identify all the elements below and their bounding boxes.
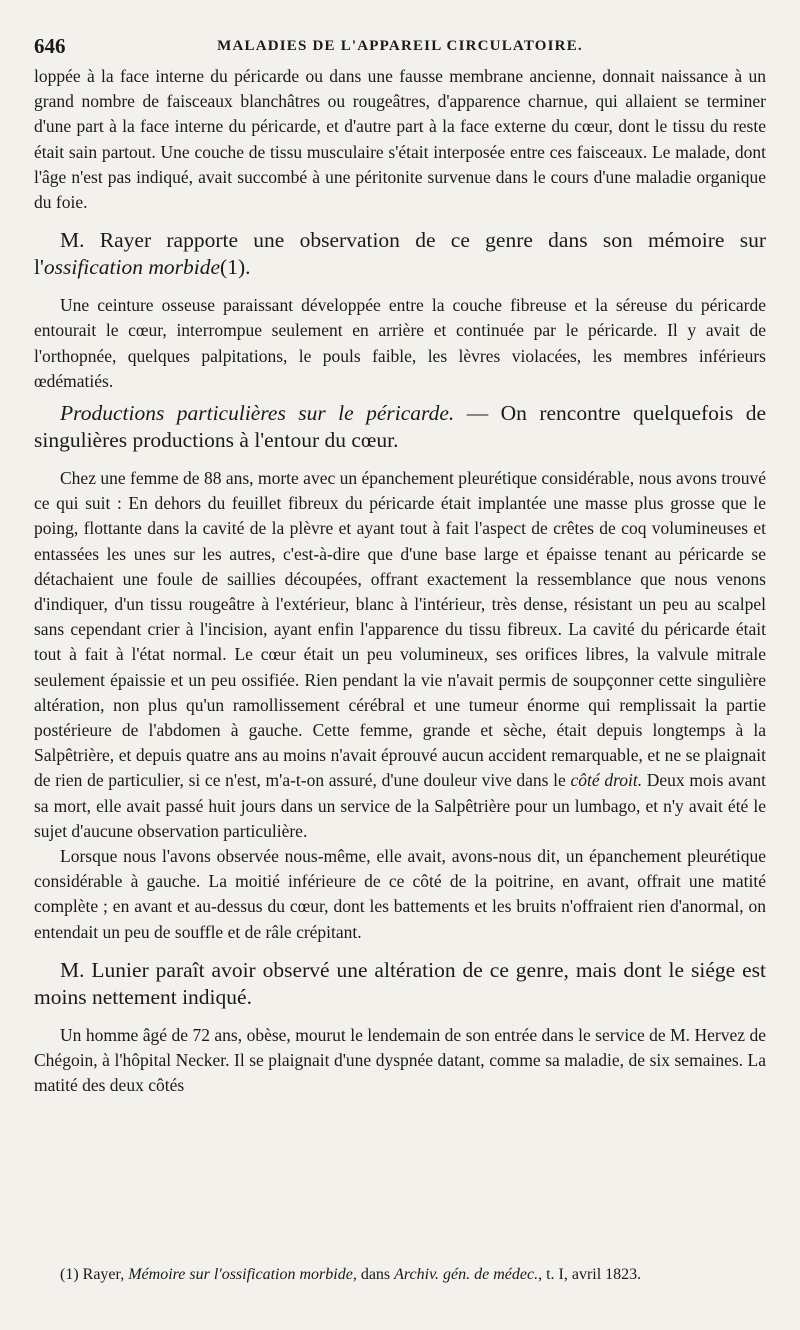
footnote-title: Mémoire sur l'ossification morbide (128, 1266, 353, 1283)
footnote-journal: Archiv. gén. de médec. (394, 1266, 539, 1283)
page-header (34, 34, 766, 64)
paragraph-observation (34, 466, 766, 844)
text-run: , dans (352, 1266, 395, 1283)
text-run: (1) Rayer, (60, 1266, 129, 1283)
paragraph-lunier: M. Lunier paraît avoir observé une altération de ce genre, mais dont le siége est moins nettement indiqué. (34, 957, 766, 1009)
running-head: MALADIES DE L'APPAREIL CIRCULATOIRE. (217, 38, 583, 54)
paragraph-continuation: loppée à la face interne du péricarde ou dans une fausse membrane ancienne, donnait naissance à un grand nombre de faisceaux blanchâtres ou rougeâtres, d'apparence charnue, qui allaient se terminer d'une part à la face interne du péricarde, et d'autre part à la face externe du cœur, dont le tissu du reste était sain partout. Une couche de tissu musculaire s'était interposée entre ces faisceaux. Le malade, dont l'âge n'est pas indiqué, avait succombé à une péritonite survenue dans le cours d'une maladie organique du foie. (34, 66, 766, 213)
emphasis-cote-droit: côté droit. (570, 770, 643, 791)
body-text (34, 64, 766, 1099)
footnote-reference: (1). (220, 255, 251, 280)
text-run: Chez une femme de 88 ans, morte avec un épanchement pleurétique considérable, nous avons trouvé ce qui suit : En dehors du feuillet fibreux du péricarde était implantée une masse plus grosse que le poing, flottante dans la cavité de la plèvre et ayant tout à fait l'aspect de crêtes de coq volumineuses et entassées les unes sur les autres, c'est-à-dire que d'une base large et épaisse tenant au péricarde se détachaient une foule de saillies découpées, offrant exactement la ressemblance que nous venons d'indiquer, d'un tissu rougeâtre à l'extérieur, blanc à l'intérieur, très dense, résistant un peu au scalpel sans cependant crier à l'incision, ayant enfin l'apparence du tissu fibreux. La cavité du péricarde était tout à fait à l'état normal. Le cœur était un peu volumineux, ses orifices libres, la valvule mitrale seulement épaissie et un peu ossifiée. Rien pendant la vie n'avait permis de soupçonner cette singulière altération, non plus qu'un ramollissement cérébral et une tumeur énorme qui remplissait la partie postérieure de l'abdomen à gauche. Cette femme, grande et sèche, était depuis longtemps à la Salpêtrière, et depuis quatre ans au moins n'avait éprouvé aucun accident remarquable, et ne se plaignait de rien de particulier, si ce n'est, m'a-t-on assuré, d'une douleur vive dans le (34, 468, 766, 791)
section-heading-productions: Productions particulières sur le péricarde. (60, 401, 455, 426)
text-run: Deux mois avant sa mort, elle avait passé huit jours dans un service de la Salpêtrière pour un lumbago, et n'y avait été le sujet d'aucune observation particulière. (34, 770, 766, 841)
text-run: — On rencontre quelquefois de singulières productions à l'entour du cœur. (34, 401, 766, 453)
paragraph-rayer (34, 227, 766, 281)
text-run: , t. I, avril 1823. (538, 1266, 642, 1283)
paragraph-homme: Un homme âgé de 72 ans, obèse, mourut le lendemain de son entrée dans le service de M. Hervez de Chégoin, à l'hôpital Necker. Il se plaignait d'une dyspnée datant, comme sa maladie, de six semaines. La matité des deux côtés (34, 1024, 766, 1096)
footnotes (34, 1264, 766, 1286)
paragraph-productions (34, 400, 766, 454)
paragraph-ceinture: Une ceinture osseuse paraissant développée entre la couche fibreuse et la séreuse du péricarde entourait le cœur, interrompue seulement en arrière et continuée par le péricarde. Il y avait de l'orthopnée, quelques palpitations, le pouls faible, les lèvres violacées, les membres inférieurs œdématiés. (34, 295, 766, 391)
emphasis-ossification: ossification morbide (43, 255, 221, 280)
text-run: M. Rayer rapporte une observation de ce genre dans son mémoire sur l' (34, 228, 766, 280)
paragraph-lorsque: Lorsque nous l'avons observée nous-même, elle avait, avons-nous dit, un épanchement pleurétique considérable à gauche. La moitié inférieure de ce côté de la poitrine, en avant, offrait une matité complète ; en avant et au-dessus du cœur, dont les battements et les bruits n'offraient rien d'anormal, on entendait un peu de souffle et de râle crépitant. (34, 846, 766, 942)
page-number: 646 (34, 34, 66, 58)
footnote-1 (34, 1264, 766, 1286)
